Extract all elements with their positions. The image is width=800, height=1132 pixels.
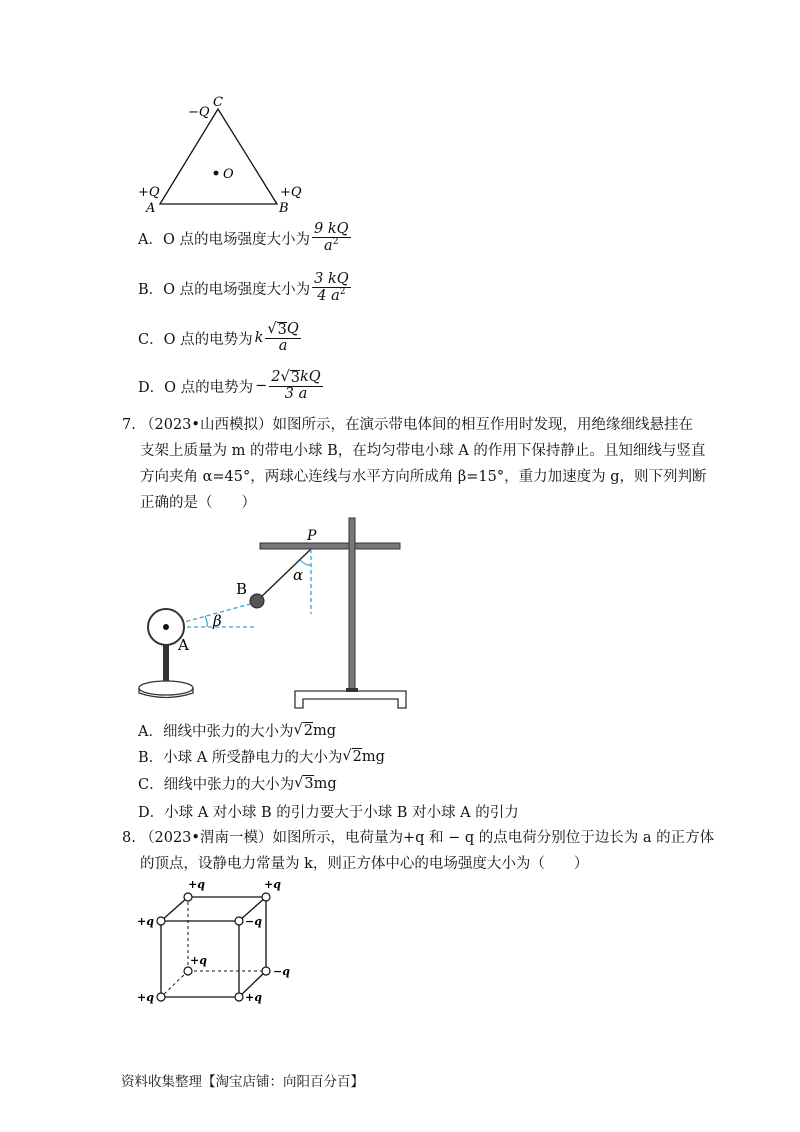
option-letter: B．: [138, 281, 164, 298]
q7-line-4: 正确的是（ ）: [140, 495, 256, 511]
numerator: 2 √ 3 kQ: [271, 369, 321, 386]
charge-label: +q: [190, 954, 207, 967]
numerator: 9 kQ: [313, 221, 349, 237]
hidden-edge: [161, 971, 188, 997]
stand-base: [295, 691, 406, 708]
stand-crossbar: [260, 543, 400, 549]
vertex: [235, 917, 243, 925]
fraction: [312, 222, 351, 254]
charge-label: +q: [264, 878, 281, 891]
q8-cube-figure: [133, 875, 303, 1010]
triangle: [160, 109, 277, 204]
option-text: 细线中张力的大小为: [163, 777, 295, 793]
ball-a-base: [139, 681, 193, 695]
label-c: C: [213, 95, 223, 110]
stand-pole: [349, 518, 355, 696]
vertex: [184, 893, 192, 901]
q6-triangle-figure: [130, 92, 320, 217]
question-number: 8.: [122, 830, 136, 846]
charge-label: +q: [245, 991, 262, 1004]
denominator: 3 a: [284, 386, 308, 403]
q7-option-d[interactable]: [138, 801, 519, 822]
q7-option-a[interactable]: [138, 720, 336, 741]
fraction: [312, 272, 351, 304]
label-b: B: [236, 580, 248, 598]
numerator: 3 kQ: [314, 271, 349, 287]
q8-line-2: 的顶点，设静电力常量为 k，则正方体中心的电场强度大小为（ ）: [140, 856, 589, 872]
question-number: 7.: [122, 417, 136, 433]
vertex: [262, 967, 270, 975]
option-text: O 点的电势为: [164, 379, 254, 396]
vertex: [184, 967, 192, 975]
q7-option-b[interactable]: [138, 746, 385, 767]
option-letter: C．: [138, 777, 164, 793]
ball-a-center: [163, 624, 169, 630]
q6-option-d[interactable]: [138, 370, 323, 402]
unit: mg: [361, 748, 385, 765]
option-letter: D．: [138, 379, 165, 396]
charge-label: +q: [137, 915, 154, 928]
prefix: −: [255, 378, 268, 395]
option-letter: C．: [138, 331, 164, 348]
label-b: B: [279, 201, 289, 216]
q7-line-3: 方向夹角 α=45°，两球心连线与水平方向所成角 β=15°，重力加速度为 g，则下列判断: [140, 469, 707, 485]
q7-line-1: 7. （2023•山西模拟）如图所示，在演示带电体间的相互作用时发现，用绝缘细线悬挂在: [122, 412, 692, 438]
q7-line-2: 支架上质量为 m 的带电小球 B，在均匀带电小球 A 的作用下保持静止。且知细线与竖直: [140, 443, 706, 459]
vertex: [157, 993, 165, 1001]
label-minus-q: −Q: [188, 105, 210, 120]
label-a: A: [178, 636, 189, 654]
option-letter: A．: [138, 724, 163, 740]
sqrt: √ 2: [342, 748, 362, 765]
option-text: O 点的电势为: [163, 331, 253, 348]
label-plus-q-b: +Q: [280, 185, 302, 200]
option-text: O 点的电场强度大小为: [162, 231, 310, 248]
q7-pendulum-figure: [130, 510, 420, 715]
unit: mg: [313, 775, 337, 792]
option-text: 小球 A 对小球 B 的引力要大于小球 B 对小球 A 的引力: [164, 805, 519, 821]
center-point-o: [214, 171, 219, 176]
numerator: √ 3 Q: [267, 321, 299, 338]
footer-source: 资料收集整理【淘宝店铺：向阳百分百】: [121, 1074, 364, 1090]
fraction: [265, 322, 300, 354]
charge-label: +q: [188, 878, 205, 891]
stand-foot: [346, 688, 358, 692]
option-text: 细线中张力的大小为: [162, 724, 294, 740]
unit: mg: [312, 722, 337, 739]
label-p: P: [307, 528, 317, 544]
option-letter: A．: [138, 231, 163, 248]
vertex: [157, 917, 165, 925]
charge-label: −q: [245, 915, 262, 928]
vertex: [235, 993, 243, 1001]
label-alpha: α: [293, 566, 304, 584]
q6-option-c[interactable]: [138, 322, 301, 354]
ball-b: [250, 594, 264, 608]
charge-label: −q: [273, 965, 290, 978]
prefix: k: [254, 330, 264, 347]
label-o: O: [223, 167, 234, 182]
edge: [161, 897, 188, 921]
label-plus-q-a: +Q: [138, 185, 160, 200]
alpha-arc: [300, 560, 311, 565]
label-a: A: [146, 201, 156, 216]
beta-arc: [205, 616, 207, 627]
denominator: $a^2$: [324, 237, 339, 255]
denominator: 4 $a^2$: [317, 287, 346, 305]
q8-line-1: 8. （2023•渭南一模）如图所示，电荷量为+q 和 − q 的点电荷分别位于边长为 a 的正方体: [122, 825, 692, 851]
charge-label: +q: [137, 991, 154, 1004]
q7-option-c[interactable]: [138, 773, 337, 794]
option-text: O 点的电场强度大小为: [163, 281, 311, 298]
option-letter: D．: [138, 805, 165, 821]
q6-option-a[interactable]: [138, 222, 351, 254]
q6-option-b[interactable]: [138, 272, 351, 304]
vertex: [262, 893, 270, 901]
ball-a-rod: [163, 645, 169, 685]
option-text: 小球 A 所受静电力的大小为: [163, 750, 343, 766]
denominator: a: [278, 338, 288, 355]
label-beta: β: [213, 612, 222, 630]
fraction: [269, 370, 322, 402]
option-letter: B．: [138, 750, 164, 766]
sqrt: √ 2: [293, 722, 313, 739]
sqrt: √ 3: [294, 775, 314, 792]
